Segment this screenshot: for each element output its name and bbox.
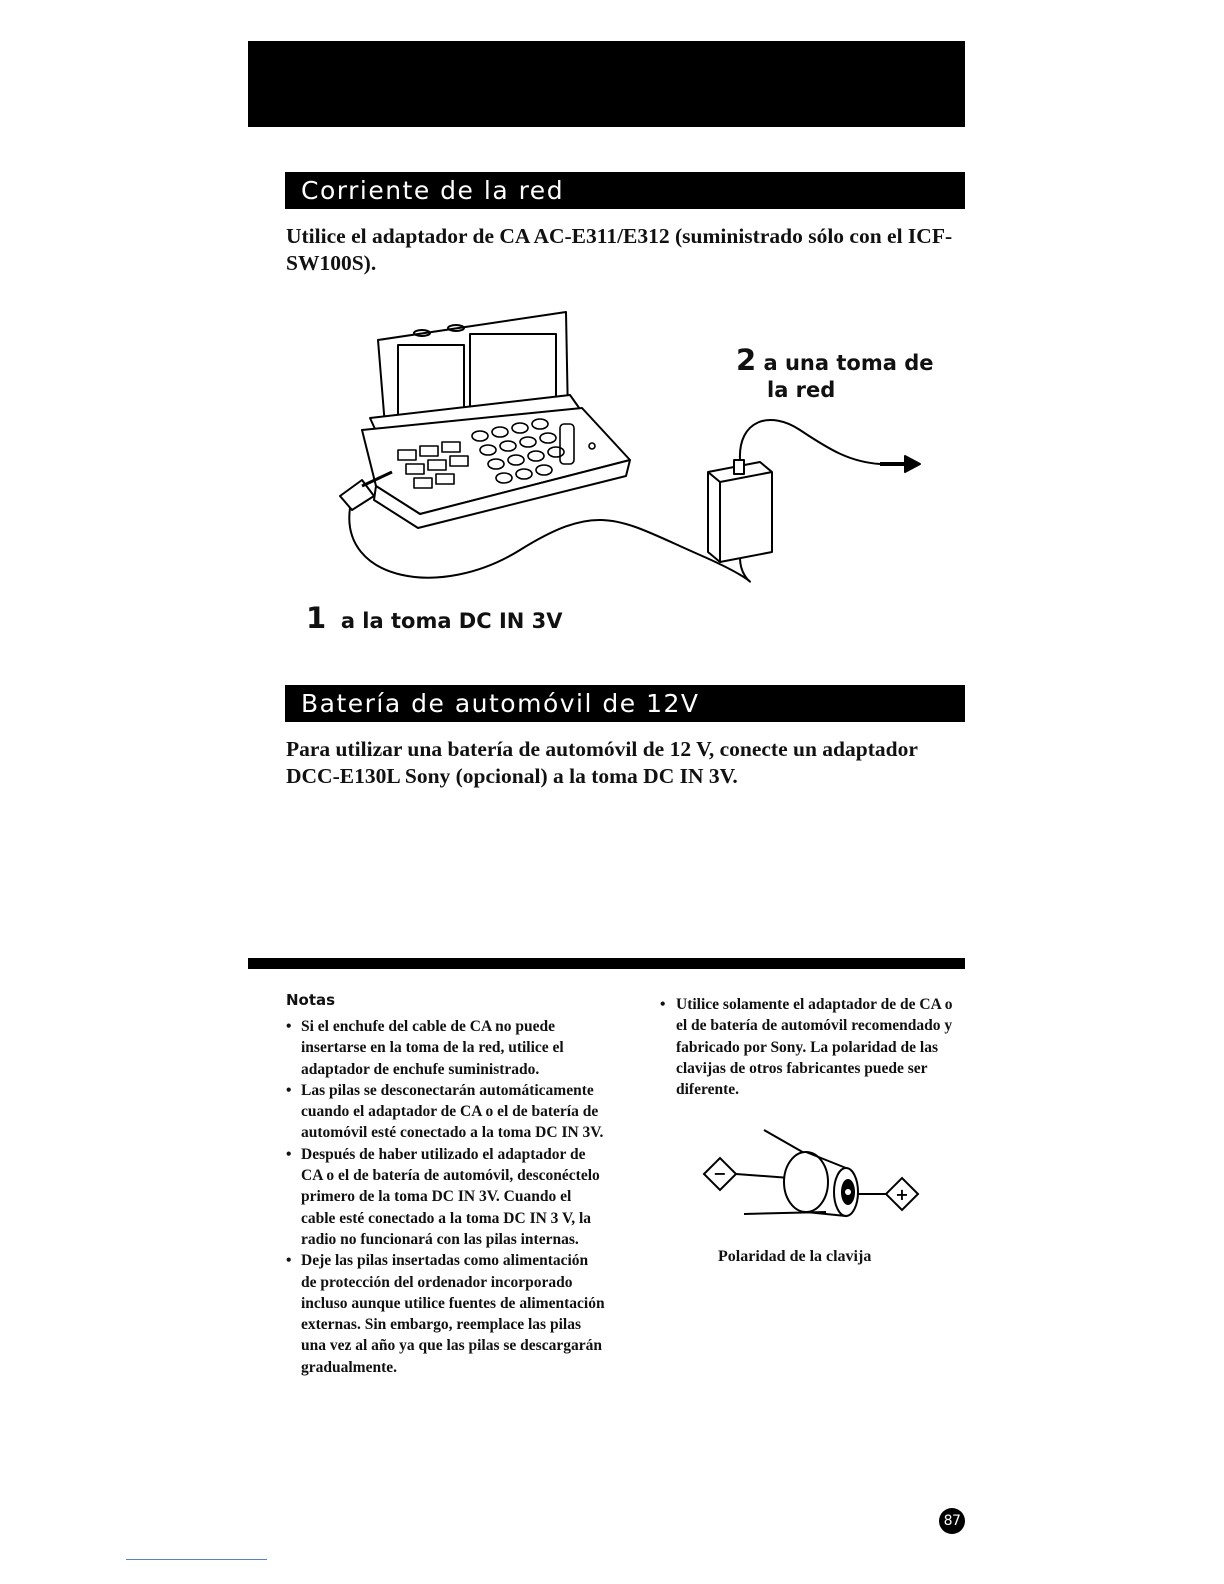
notes-title: Notas <box>286 991 336 1009</box>
footer-line <box>126 1559 267 1560</box>
page-number: 87 <box>939 1508 965 1534</box>
callout-step-2-text: a una toma de <box>763 351 934 375</box>
note-item: • Deje las pilas insertadas como alimentación de protección del ordenador incorporado incluso aunque utilice fuentes de alimentación externas. Sin embargo, reemplace las pilas una vez al año ya que las pilas se descargarán gradualmente. <box>286 1250 606 1378</box>
notes-list-right <box>660 994 960 1100</box>
callout-step-1 <box>306 601 563 635</box>
section-title-car-battery: Batería de automóvil de 12V <box>285 685 965 722</box>
section-title-mains: Corriente de la red <box>285 172 965 209</box>
plug-polarity-diagram <box>680 1122 930 1232</box>
notes-divider <box>248 958 965 969</box>
callout-step-1-text: a la toma DC IN 3V <box>340 609 563 633</box>
plus-symbol: + <box>895 1185 909 1204</box>
callout-step-2 <box>736 343 934 377</box>
note-item: • Si el enchufe del cable de CA no puede insertarse en la toma de la red, utilice el adaptador de enchufe suministrado. <box>286 1016 606 1080</box>
callout-step-2-line2: la red <box>767 378 836 402</box>
polarity-caption: Polaridad de la clavija <box>718 1248 872 1265</box>
note-item: • Las pilas se desconectarán automáticamente cuando el adaptador de CA o el de batería de automóvil esté conectado a la toma DC IN 3V. <box>286 1080 606 1144</box>
mains-paragraph: Utilice el adaptador de CA AC-E311/E312 (suministrado sólo con el ICF-SW100S). <box>286 224 953 275</box>
notes-list <box>286 1016 606 1378</box>
callout-step-2-number: 2 <box>736 343 757 377</box>
header-bar <box>248 41 965 127</box>
minus-symbol: − <box>713 1164 727 1183</box>
note-item: • Utilice solamente el adaptador de de CA o el de batería de automóvil recomendado y fabricado por Sony. La polaridad de las clavijas de otros fabricantes puede ser diferente. <box>660 994 960 1100</box>
note-item: • Después de haber utilizado el adaptador de CA o el de batería de automóvil, desconéctelo primero de la toma DC IN 3V. Cuando el cable esté conectado a la toma DC IN 3 V, la radio no funcionará con las pilas internas. <box>286 1144 606 1250</box>
car-battery-paragraph: Para utilizar una batería de automóvil de 12 V, conecte un adaptador DCC-E130L Sony (opcional) a la toma DC IN 3V. <box>286 737 918 788</box>
callout-step-1-number: 1 <box>306 601 327 635</box>
